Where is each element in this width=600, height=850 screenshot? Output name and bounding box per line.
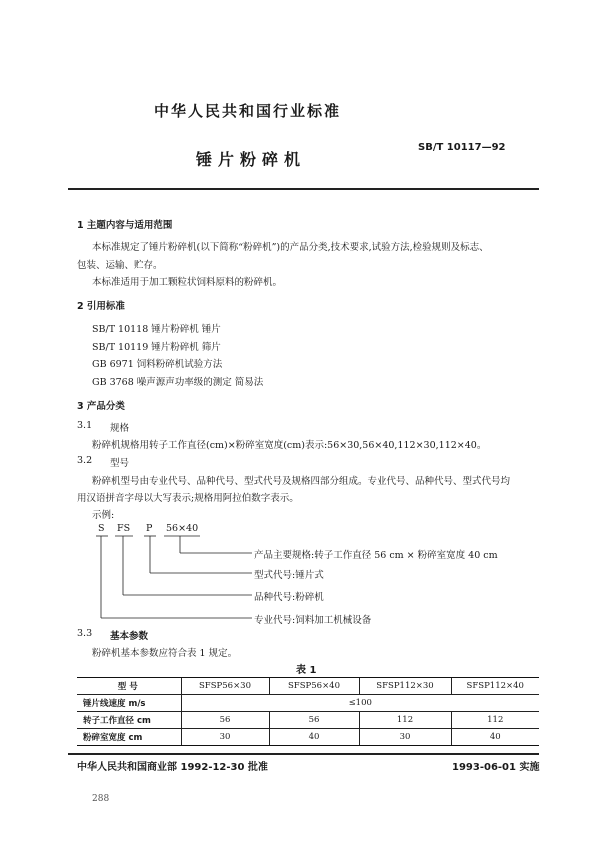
section-3-2-number: 3.2 [77,455,93,466]
table-row [77,695,539,712]
example-part-specification: 56×40 [166,523,199,534]
example-part-type-code: P [146,523,153,534]
section-3-1-number: 3.1 [77,420,93,431]
table-cell: 56 [181,712,269,729]
table-row [77,712,539,729]
section-3-1-text: 粉碎机规格用转子工作直径(cm)×粉碎室宽度(cm)表示:56×30,56×40,112×30,112×40。 [92,440,487,451]
page-number: 288 [92,794,110,804]
reference-item: SB/T 10119 锤片粉碎机 筛片 [92,342,221,353]
table-header-label: 型 号 [77,678,181,695]
footer-rule [68,753,539,755]
example-note-profession-code: 专业代号:饲料加工机械设备 [254,615,372,626]
table-header-model: SFSP112×30 [359,678,451,695]
example-note-variety-code: 品种代号:粉碎机 [254,592,324,603]
table-cell: 30 [181,729,269,746]
section-1-paragraph-2: 本标准适用于加工颗粒状饲料原料的粉碎机。 [92,277,283,288]
reference-item: GB 3768 噪声源声功率级的测定 简易法 [92,377,264,388]
example-note-specification: 产品主要规格:转子工作直径 56 cm × 粉碎室宽度 40 cm [254,550,498,561]
approval-statement: 中华人民共和国商业部 1992-12-30 批准 [77,762,268,773]
table-header-row [77,678,539,695]
section-3-heading: 3 产品分类 [77,401,125,412]
section-3-3-title: 基本参数 [110,631,149,642]
table-row-label: 锤片线速度 m/s [77,695,181,712]
section-3-3-text: 粉碎机基本参数应符合表 1 规定。 [92,648,238,659]
section-3-2-title: 型号 [110,458,130,469]
example-label: 示例: [92,510,115,521]
example-note-type-code: 型式代号:锤片式 [254,570,324,581]
table-row-label: 粉碎室宽度 cm [77,729,181,746]
section-1-paragraph-1-line-1: 本标准规定了锤片粉碎机(以下简称“粉碎机”)的产品分类,技术要求,试验方法,检验规则及标志、 [92,242,489,253]
reference-item: GB 6971 饲料粉碎机试验方法 [92,359,223,370]
table-cell-merged: ≤100 [181,695,539,712]
table-header-model: SFSP56×30 [181,678,269,695]
table-1 [77,677,539,746]
section-3-1-title: 规格 [110,423,130,434]
example-part-profession-code: S [98,523,105,534]
table-row [77,729,539,746]
table-cell: 30 [359,729,451,746]
document-title: 锤片粉碎机 [196,150,307,169]
section-1-paragraph-1-line-2: 包装、运输、贮存。 [77,260,163,271]
table-cell: 40 [451,729,539,746]
section-3-2-line-2: 用汉语拼音字母以大写表示;规格用阿拉伯数字表示。 [77,493,299,504]
table-header-model: SFSP112×40 [451,678,539,695]
table-1-caption: 表 1 [296,665,317,676]
table-row-label: 转子工作直径 cm [77,712,181,729]
example-part-variety-code: FS [117,523,131,534]
section-1-heading: 1 主题内容与适用范围 [77,220,173,231]
org-title: 中华人民共和国行业标准 [154,102,342,120]
section-3-2-line-1: 粉碎机型号由专业代号、品种代号、型式代号及规格四部分组成。专业代号、品种代号、型式代号均 [92,476,511,487]
section-2-heading: 2 引用标准 [77,301,125,312]
standard-number: SB/T 10117—92 [418,142,506,153]
table-cell: 112 [359,712,451,729]
table-header-model: SFSP56×40 [269,678,359,695]
table-cell: 112 [451,712,539,729]
reference-item: SB/T 10118 锤片粉碎机 锤片 [92,324,221,335]
effective-date: 1993-06-01 实施 [452,762,540,773]
table-cell: 40 [269,729,359,746]
table-cell: 56 [269,712,359,729]
section-3-3-number: 3.3 [77,628,93,639]
